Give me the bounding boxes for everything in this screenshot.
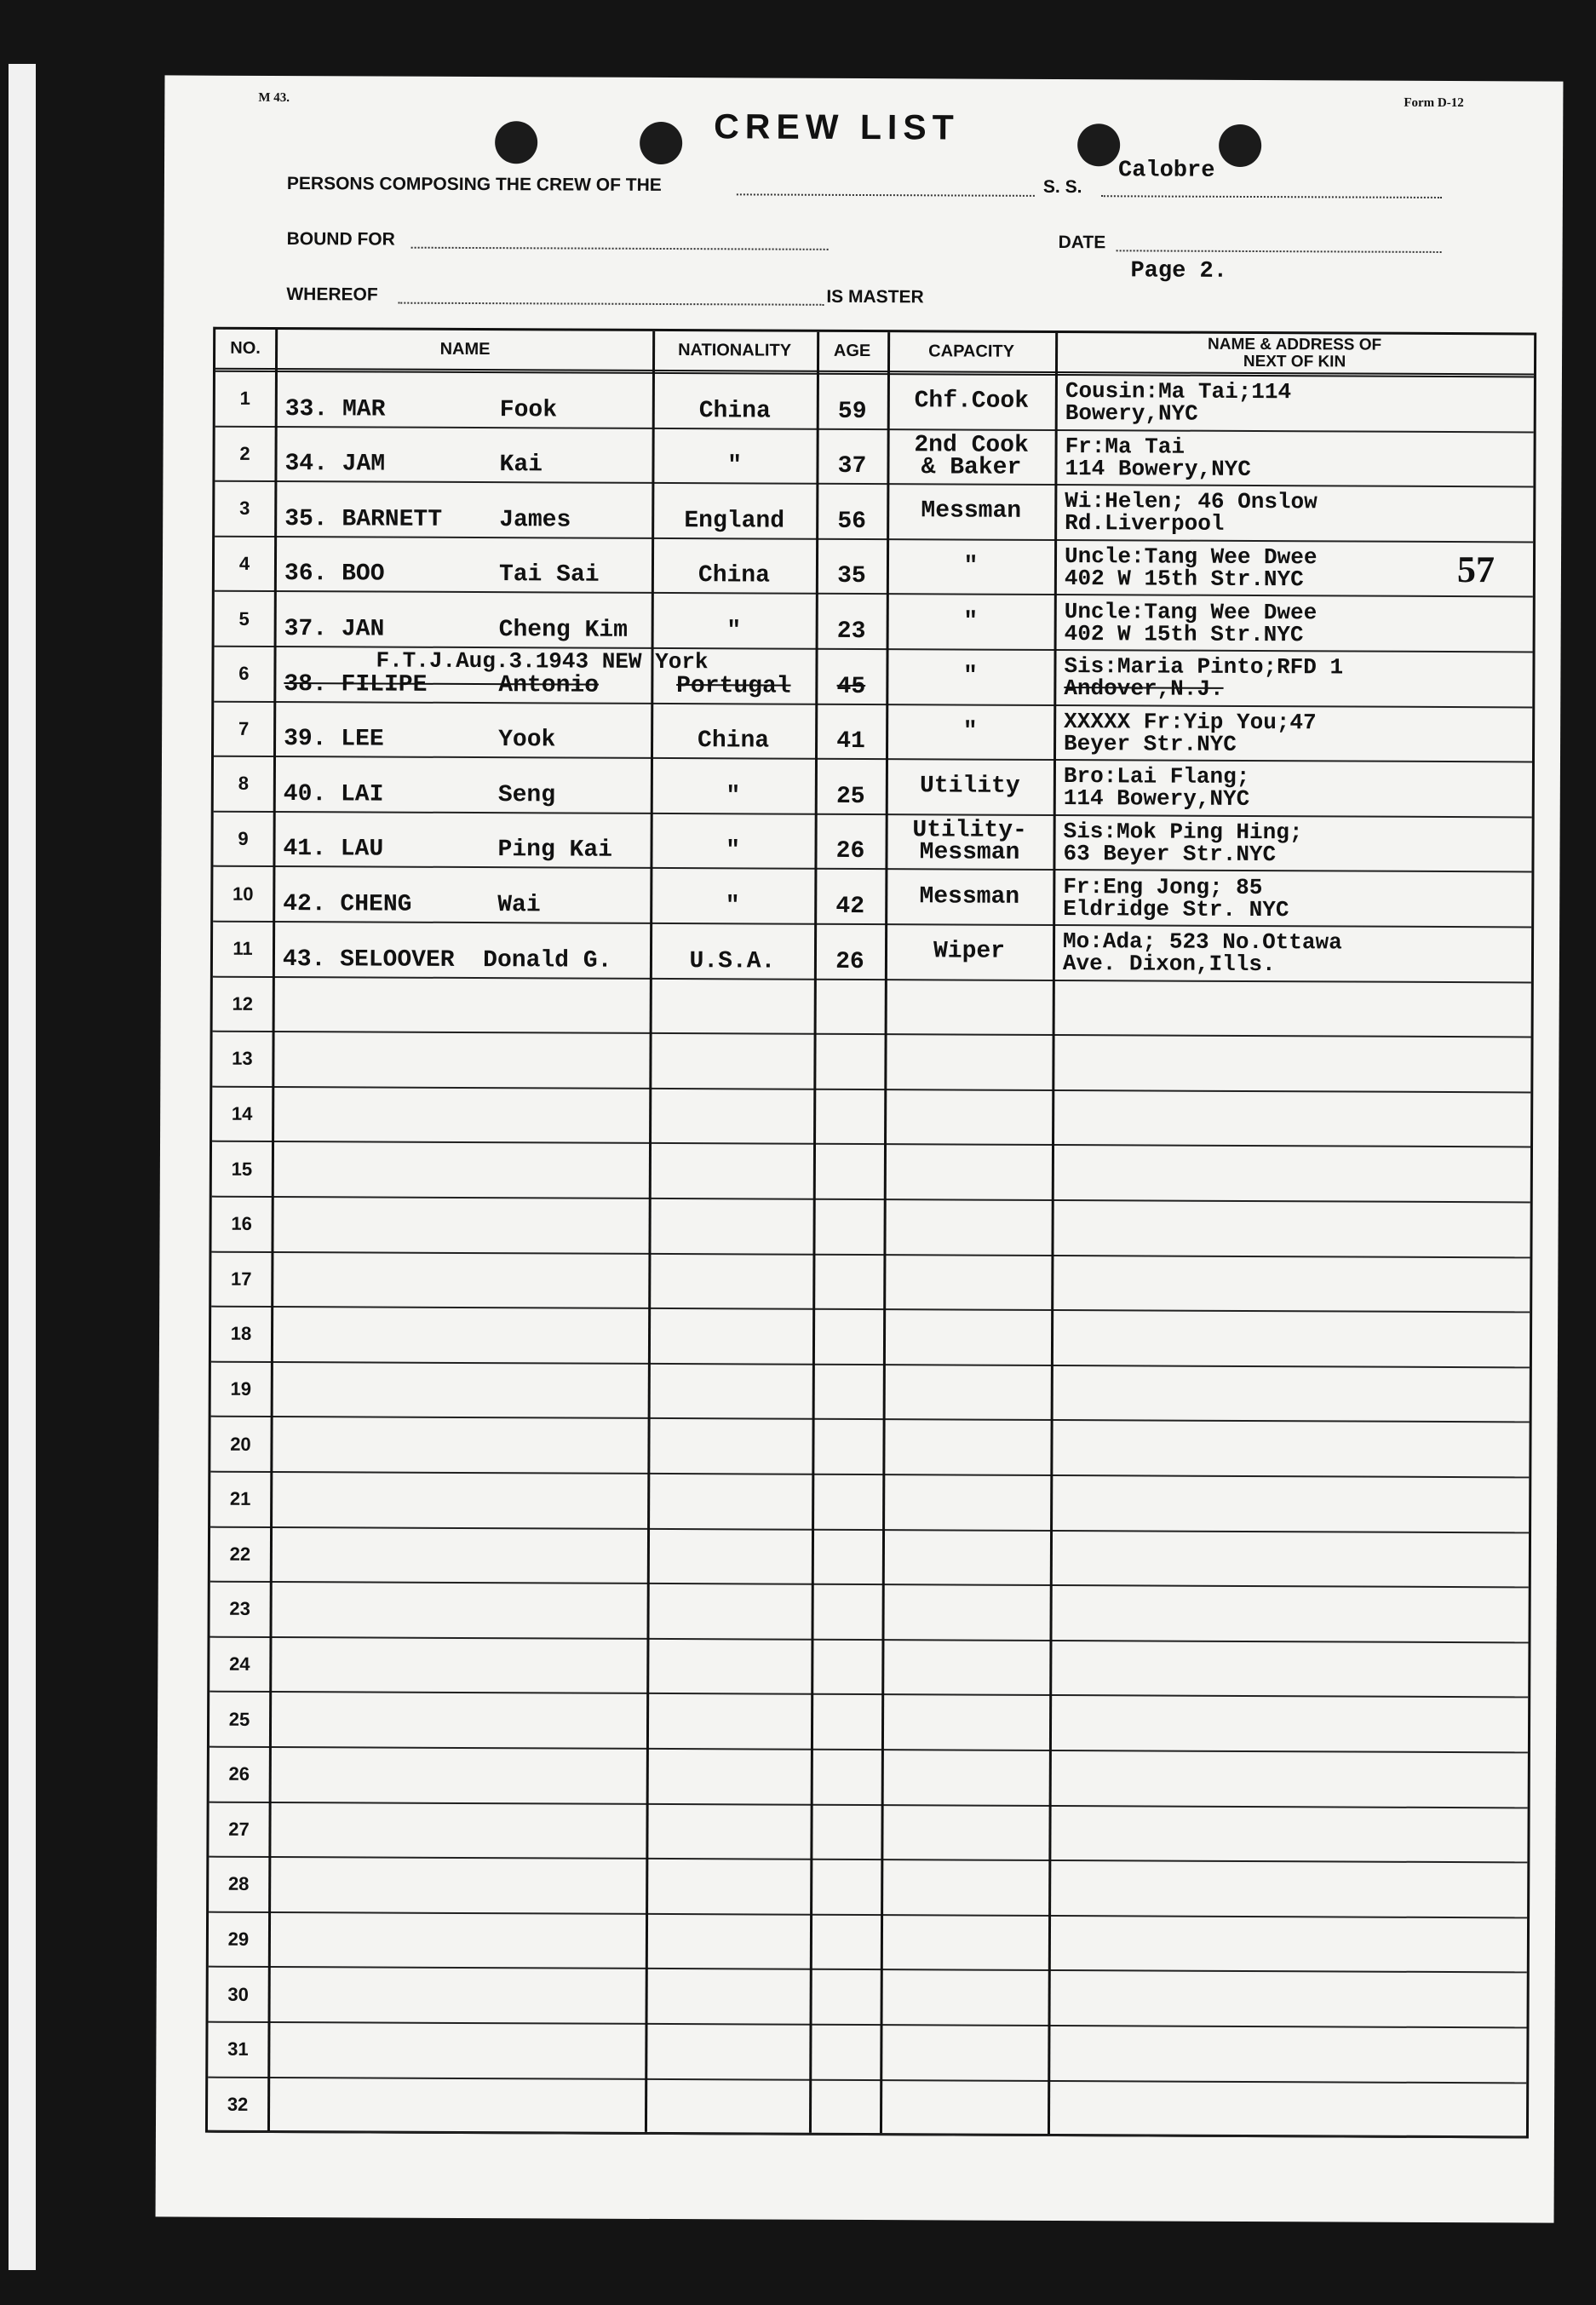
next-of-kin [1063, 816, 1531, 871]
crew-nationality: England [684, 507, 785, 535]
row-number: 10 [232, 882, 254, 905]
table-row [210, 1473, 1529, 1533]
row-number: 17 [231, 1267, 252, 1290]
crew-capacity [887, 760, 1053, 813]
row-number: 25 [228, 1708, 250, 1730]
kin-line: Uncle:Tang Wee Dwee [1064, 598, 1318, 626]
punch-hole [1219, 124, 1261, 167]
kin-line: Wi:Helen; 46 Onslow [1065, 488, 1318, 515]
kin-line: Eldridge Str. NYC [1063, 895, 1289, 923]
kin-line: 114 Bowery,NYC [1065, 455, 1251, 482]
corner-mark: M 43. [258, 90, 290, 106]
table-row [209, 1858, 1527, 1918]
table-row [215, 592, 1533, 652]
next-of-kin [1065, 541, 1533, 596]
capacity-line: 2nd Cook [914, 432, 1029, 459]
kin-line: 402 W 15th Str.NYC [1064, 566, 1304, 593]
table-row [210, 1417, 1529, 1478]
next-of-kin [1064, 706, 1532, 762]
kin-line: Bro:Lai Flang; [1063, 763, 1250, 790]
crew-name: 35. BARNETT James [284, 505, 571, 534]
crew-age: 23 [836, 618, 866, 646]
table-row [214, 647, 1532, 708]
form-number: Form D-12 [1404, 95, 1464, 111]
kin-line: Sis:Mok Ping Hing; [1063, 819, 1303, 846]
crew-nationality: Portugal [676, 672, 791, 700]
crew-age: 26 [835, 838, 865, 865]
next-of-kin [1065, 486, 1533, 541]
crew-nationality: China [698, 562, 771, 589]
row-number: 19 [230, 1377, 252, 1400]
col-nationality: NATIONALITY [678, 341, 792, 360]
page-title: CREW LIST [714, 106, 960, 147]
capacity-line: " [962, 663, 978, 690]
table-row [212, 1032, 1530, 1093]
fill-line [1101, 195, 1442, 198]
bound-for-label: BOUND FOR [286, 229, 395, 250]
table-row [209, 1802, 1527, 1863]
table-row [209, 1968, 1527, 2028]
row-number: 24 [229, 1653, 250, 1675]
table-row [211, 1198, 1530, 1258]
crew-age: 37 [837, 453, 867, 480]
row-number: 32 [227, 2093, 249, 2115]
table-row [210, 1583, 1528, 1643]
crew-age: 35 [837, 563, 866, 590]
kin-line: Ave. Dixon,Ills. [1062, 951, 1276, 978]
crew-age: 42 [835, 893, 865, 921]
row-number: 22 [229, 1543, 251, 1565]
capacity-line: " [963, 553, 979, 580]
table-row [212, 1142, 1530, 1203]
fill-line [1117, 250, 1442, 253]
table-row [213, 867, 1531, 928]
row-number: 9 [238, 827, 249, 849]
kin-header-line1: NAME & ADDRESS OF [1208, 335, 1382, 354]
date-label: DATE [1058, 233, 1106, 253]
crew-capacity [887, 871, 1052, 924]
adjacent-page-edge [9, 64, 36, 2270]
punch-hole [495, 121, 537, 164]
kin-line: 114 Bowery,NYC [1063, 785, 1250, 813]
capacity-line: Messman [919, 882, 1020, 911]
crew-age: 41 [836, 728, 865, 756]
persons-label: PERSONS COMPOSING THE CREW OF THE [286, 174, 662, 195]
crew-capacity [888, 595, 1053, 649]
row-number: 5 [238, 607, 250, 629]
crew-nationality: " [726, 618, 742, 645]
row-number: 6 [238, 663, 250, 685]
kin-line: 63 Beyer Str.NYC [1063, 841, 1277, 868]
kin-line: XXXXX Fr:Yip You;47 [1064, 708, 1317, 736]
row-number: 16 [231, 1213, 252, 1235]
kin-line: Beyer Str.NYC [1064, 730, 1237, 757]
row-number: 14 [231, 1102, 253, 1124]
table-row [213, 977, 1531, 1038]
fill-line [411, 247, 829, 250]
table-row [211, 1252, 1530, 1313]
crew-capacity [887, 650, 1053, 704]
table-row [214, 757, 1532, 818]
table-row [211, 1362, 1530, 1423]
capacity-line: Utility [919, 773, 1020, 801]
table-row [214, 702, 1532, 762]
crew-capacity [888, 540, 1053, 594]
capacity-line: Wiper [933, 938, 1006, 966]
next-of-kin [1064, 761, 1532, 816]
crew-nationality: " [725, 893, 740, 920]
row-number: 2 [239, 442, 250, 464]
table-row [210, 1527, 1529, 1588]
table-row [209, 1912, 1527, 1973]
crew-nationality: China [698, 397, 771, 425]
row-number: 4 [238, 552, 250, 574]
kin-line: 402 W 15th Str.NYC [1064, 620, 1304, 647]
capacity-line: Utility- [912, 817, 1027, 844]
crew-table [205, 327, 1536, 2139]
kin-line: Uncle:Tang Wee Dwee [1064, 543, 1318, 571]
crew-capacity [888, 485, 1053, 538]
col-name: NAME [439, 339, 491, 359]
next-of-kin [1064, 651, 1532, 706]
next-of-kin [1063, 926, 1531, 981]
capacity-line: " [962, 718, 978, 745]
row-number: 18 [230, 1323, 252, 1345]
punch-hole [1077, 124, 1120, 166]
capacity-line: " [963, 608, 979, 635]
crew-capacity [887, 925, 1052, 979]
fill-line [398, 302, 824, 306]
crew-name: 40. LAI Seng [283, 780, 556, 809]
discharge-note: F.T.J.Aug.3.1943 NEW York [376, 647, 709, 675]
row-number: 31 [227, 2038, 249, 2061]
capacity-line: Chf.Cook [914, 388, 1030, 416]
row-number: 15 [231, 1158, 253, 1180]
row-number: 26 [228, 1763, 250, 1785]
punch-hole [640, 122, 682, 164]
table-row [212, 1087, 1530, 1147]
table-row [208, 2023, 1526, 2084]
kin-line: Fr:Eng Jong; 85 [1063, 873, 1263, 900]
crew-nationality: " [726, 783, 741, 810]
row-number: 8 [238, 773, 250, 795]
crew-name: 41. LAU Ping Kai [283, 836, 613, 865]
crew-name: 39. LEE Yook [284, 726, 556, 754]
next-of-kin [1065, 376, 1534, 431]
whereof-label: WHEREOF [286, 285, 378, 305]
col-age: AGE [833, 341, 871, 361]
table-row [210, 1693, 1528, 1753]
kin-line: Cousin:Ma Tai;114 [1065, 378, 1292, 405]
table-row [210, 1637, 1528, 1698]
next-of-kin [1065, 431, 1533, 486]
crew-name: 43. SELOOVER Donald G. [282, 946, 612, 974]
crew-nationality: " [727, 452, 742, 480]
kin-line: Mo:Ada; 523 No.Ottawa [1063, 928, 1342, 956]
col-next-of-kin [1055, 333, 1534, 376]
row-number: 23 [229, 1598, 250, 1620]
crew-name: 37. JAN Cheng Kim [284, 616, 628, 644]
crew-age: 59 [837, 398, 867, 425]
kin-line: Fr:Ma Tai [1065, 433, 1186, 460]
col-no: NO. [230, 338, 261, 358]
crew-age: 26 [835, 948, 864, 975]
crew-list-form [156, 75, 1564, 2222]
kin-line: Sis:Maria Pinto;RFD 1 [1064, 653, 1344, 681]
row-number: 30 [227, 1983, 249, 2005]
table-row [213, 923, 1531, 983]
next-of-kin [1063, 871, 1531, 926]
row-number: 13 [232, 1048, 253, 1070]
table-row [215, 427, 1533, 487]
row-number: 12 [232, 992, 254, 1015]
crew-nationality: U.S.A. [689, 947, 776, 975]
row-number: 1 [239, 388, 251, 410]
crew-age: 45 [836, 673, 866, 700]
row-number: 7 [238, 717, 250, 739]
crew-name: 33. MAR Fook [284, 395, 558, 424]
ship-name: Calobre [1117, 158, 1215, 184]
row-number: 29 [227, 1928, 250, 1950]
crew-age: 25 [835, 783, 865, 810]
kin-line: Rd.Liverpool [1065, 510, 1225, 537]
table-header [215, 330, 1534, 378]
table-row [213, 812, 1531, 872]
table-row [211, 1308, 1530, 1368]
row-number: 28 [227, 1873, 250, 1895]
table-row [208, 2078, 1526, 2138]
crew-capacity [889, 375, 1054, 428]
page-note: Page 2. [1130, 258, 1227, 285]
crew-capacity [887, 815, 1052, 869]
table-row [210, 1748, 1528, 1808]
crew-nationality: " [726, 837, 740, 865]
col-capacity: CAPACITY [928, 342, 1015, 361]
table-row [215, 372, 1534, 433]
kin-header-line2: NEXT OF KIN [1243, 352, 1346, 371]
ss-label: S. S. [1042, 176, 1082, 198]
capacity-line: & Baker [921, 454, 1022, 481]
crew-name: 42. CHENG Wai [283, 891, 541, 919]
crew-name: 36. BOO Tai Sai [284, 560, 600, 589]
kin-line: Bowery,NYC [1065, 400, 1198, 428]
capacity-line: Messman [921, 497, 1022, 526]
next-of-kin [1065, 595, 1533, 651]
crew-age: 56 [837, 508, 867, 535]
master-label: IS MASTER [826, 286, 924, 308]
row-number: 20 [230, 1433, 251, 1455]
fill-line [737, 193, 1035, 197]
capacity-line: Messman [919, 839, 1020, 866]
crew-capacity [887, 705, 1053, 759]
row-number: 11 [233, 938, 253, 960]
page-total-stamp: 57 [1456, 549, 1496, 591]
crew-capacity [888, 430, 1053, 484]
table-row [215, 482, 1533, 543]
row-number: 3 [239, 497, 250, 520]
crew-nationality: China [698, 727, 770, 755]
kin-line: Andover,N.J. [1064, 675, 1224, 703]
row-number: 21 [229, 1488, 251, 1510]
crew-name: 34. JAM Kai [284, 451, 543, 479]
table-row [215, 537, 1533, 597]
crew-name: 38. FILIPE Antonio [284, 670, 600, 699]
row-number: 27 [228, 1818, 250, 1840]
